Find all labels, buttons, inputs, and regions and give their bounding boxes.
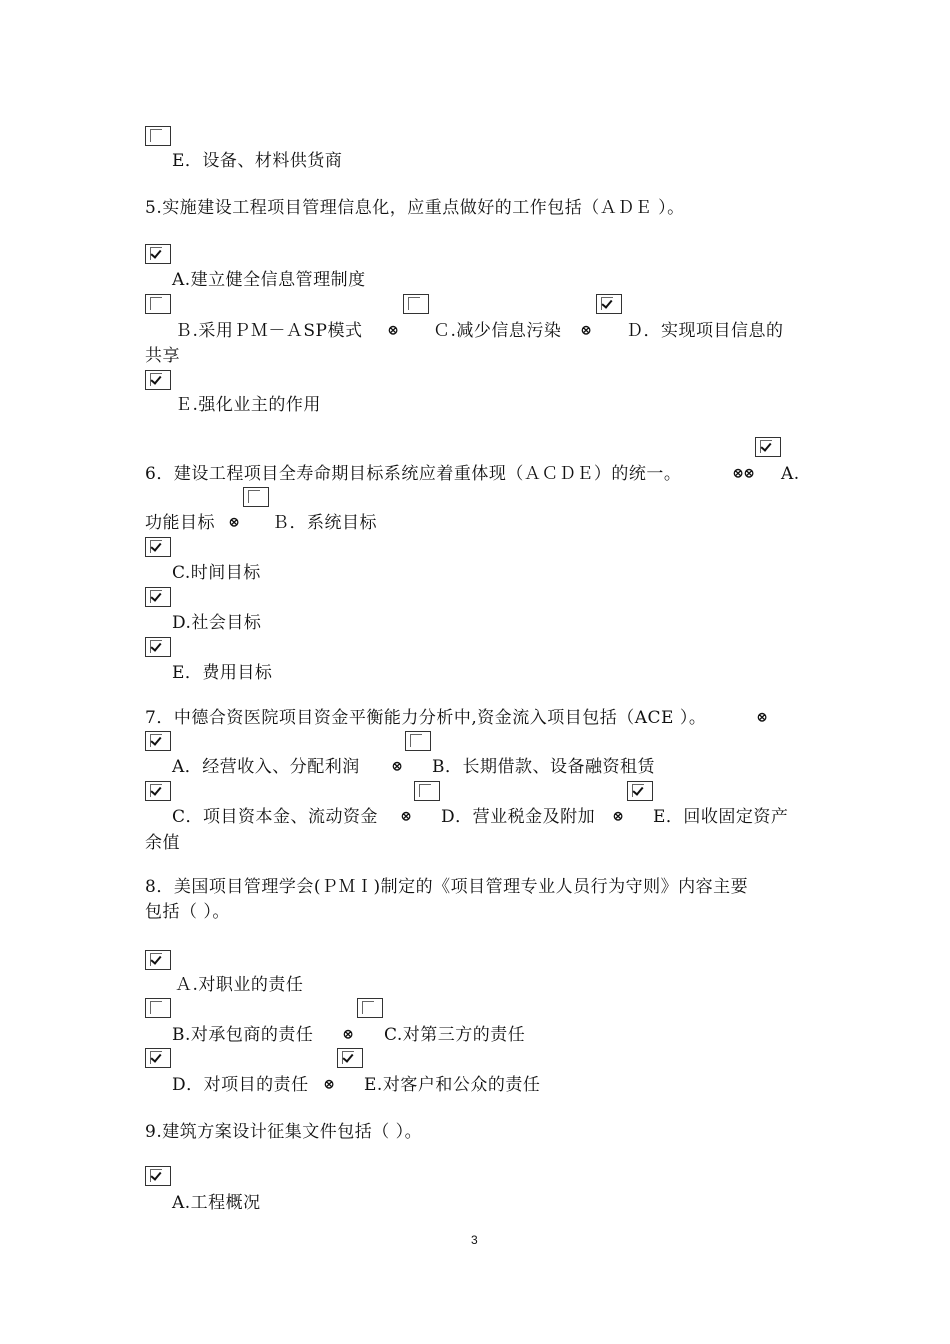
marker: ꕕ	[392, 760, 403, 775]
option-text: C.对第三方的责任	[384, 1025, 526, 1045]
checkbox[interactable]	[145, 998, 171, 1018]
option-text: D.社会目标	[172, 613, 262, 633]
checkbox[interactable]	[145, 370, 171, 390]
option-text: 余值	[145, 833, 180, 853]
marker: ꕕ	[229, 516, 240, 531]
option-text: Ｂ.采用ＰＭ－ＡSP模式	[175, 321, 363, 341]
checkbox[interactable]	[405, 731, 431, 751]
option-text: E．回收固定资产	[653, 807, 789, 827]
option-text: 共享	[145, 346, 180, 366]
question-text: 5.实施建设工程项目管理信息化，应重点做好的工作包括（ＡＤＥ ）。	[145, 198, 685, 218]
checkbox[interactable]	[414, 781, 440, 801]
checkbox[interactable]	[596, 294, 622, 314]
marker: ꕕ	[343, 1028, 354, 1043]
option-text: Ｅ.强化业主的作用	[175, 395, 321, 415]
option-text: A.建立健全信息管理制度	[172, 270, 366, 290]
page-number: 3	[471, 1233, 478, 1247]
option-text: C.时间目标	[172, 563, 261, 583]
checkbox[interactable]	[145, 537, 171, 557]
option-text: D．营业税金及附加	[441, 807, 596, 827]
marker: ꕕ	[613, 810, 624, 825]
question-text: 6．建设工程项目全寿命期目标系统应着重体现（ＡＣＤＥ）的统一。	[145, 464, 682, 484]
option-text: E.对客户和公众的责任	[364, 1075, 541, 1095]
question-text: 8．美国项目管理学会(ＰＭＩ)制定的《项目管理专业人员行为守则》内容主要	[145, 877, 749, 897]
option-text: B.对承包商的责任	[172, 1025, 314, 1045]
question-text: 包括（ ）。	[145, 902, 230, 922]
option-text: Ｂ．系统目标	[272, 513, 377, 533]
marker: ꕕ	[757, 711, 768, 726]
marker: ꕕ	[401, 810, 412, 825]
option-text: A.工程概况	[172, 1193, 261, 1213]
checkbox[interactable]	[403, 294, 429, 314]
option-text: 功能目标	[145, 513, 215, 533]
checkbox[interactable]	[337, 1048, 363, 1068]
checkbox[interactable]	[145, 1048, 171, 1068]
marker: ꕕ	[324, 1078, 335, 1093]
checkbox[interactable]	[145, 1166, 171, 1186]
option-text: C．项目资本金、流动资金	[172, 807, 379, 827]
option-text: E．费用目标	[172, 663, 273, 683]
checkbox[interactable]	[755, 437, 781, 457]
marker: ꕕ	[733, 467, 744, 482]
checkbox[interactable]	[145, 731, 171, 751]
option-text: E．设备、材料供货商	[172, 151, 343, 171]
checkbox[interactable]	[357, 998, 383, 1018]
checkbox[interactable]	[145, 587, 171, 607]
checkbox[interactable]	[627, 781, 653, 801]
checkbox[interactable]	[243, 487, 269, 507]
marker: ꕕ	[388, 324, 399, 339]
question-text: 9.建筑方案设计征集文件包括（ ）。	[145, 1122, 423, 1142]
checkbox[interactable]	[145, 950, 171, 970]
checkbox[interactable]	[145, 637, 171, 657]
marker: ꕕ	[744, 467, 755, 482]
checkbox[interactable]	[145, 126, 171, 146]
option-text: Ｄ．实现项目信息的	[626, 321, 784, 341]
checkbox[interactable]	[145, 781, 171, 801]
marker: ꕕ	[581, 324, 592, 339]
option-text: A．经营收入、分配利润	[172, 757, 360, 777]
checkbox[interactable]	[145, 294, 171, 314]
checkbox[interactable]	[145, 244, 171, 264]
option-text: A.	[781, 464, 800, 484]
option-text: B．长期借款、设备融资租赁	[432, 757, 655, 777]
option-text: D．对项目的责任	[172, 1075, 309, 1095]
question-text: 7．中德合资医院项目资金平衡能力分析中,资金流入项目包括（ACE ）。	[145, 708, 707, 728]
option-text: Ａ.对职业的责任	[175, 975, 304, 995]
option-text: Ｃ.减少信息污染	[433, 321, 562, 341]
